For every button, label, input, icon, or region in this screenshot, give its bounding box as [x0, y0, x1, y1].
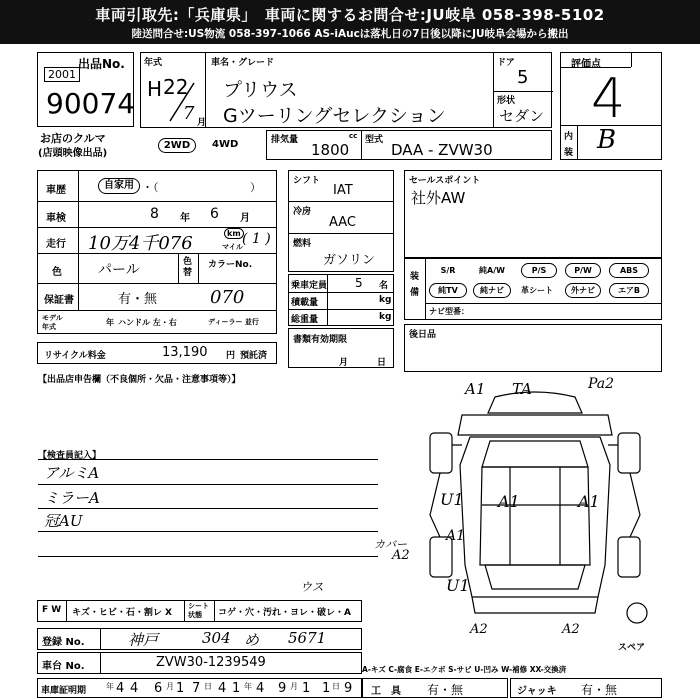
- fuel-value: ガソリン: [323, 253, 376, 268]
- fw-text: キズ・ヒビ・石・割レ X: [72, 608, 172, 618]
- displacement-value: 1800: [311, 141, 350, 159]
- cert-digit: 1: [322, 681, 331, 696]
- wear-note: ウス: [300, 580, 324, 594]
- cert-unit: 年: [106, 682, 114, 691]
- history-paren-open: ・（: [142, 181, 159, 194]
- equipment-box: [404, 258, 662, 320]
- spare-label: スペア: [618, 643, 646, 653]
- mileage-paren: ( 1 ): [242, 231, 271, 247]
- lot-number: 90074: [46, 87, 136, 120]
- year-label: 年式: [144, 58, 163, 68]
- recycle-note: 預託済: [240, 351, 268, 361]
- score-value: 4: [591, 67, 626, 130]
- equip-leather: 革シート: [521, 286, 553, 295]
- inspector-line-2: ミラーA: [44, 489, 100, 507]
- displacement-unit: cc: [349, 132, 358, 140]
- shop-note-2: (店頭映像出品): [38, 148, 108, 159]
- shift-value: IAT: [333, 183, 353, 198]
- equip-navi: 純ナビ: [473, 283, 511, 298]
- cert-unit: 月: [290, 682, 298, 691]
- ac-label: 冷房: [293, 207, 312, 217]
- history-paren-close: ）: [250, 181, 261, 194]
- lot-year: 2001: [44, 67, 80, 82]
- warranty-value: 有・無: [118, 292, 158, 307]
- header-banner: [0, 0, 700, 44]
- sheet-items: コゲ・穴・汚れ・ヨレ・破レ・A: [218, 608, 351, 618]
- fw-row: [37, 600, 362, 622]
- header-line-1: 車両引取先:「兵庫県」 車両に関するお問合せ:JU岐阜 058-398-5102: [95, 6, 605, 24]
- cert-digit: 1: [302, 681, 311, 696]
- model-name: プリウス: [223, 79, 298, 101]
- jack-box: [510, 678, 662, 698]
- color-label: 色: [52, 267, 62, 278]
- navi-model-label: ナビ型番：: [429, 307, 469, 316]
- expiry-label: 書類有効期限: [293, 335, 348, 345]
- recycle-label: リサイクル料金: [44, 351, 106, 361]
- inspection-year: 8: [150, 206, 159, 222]
- warranty-label: 保証書: [44, 295, 74, 306]
- color-code: 070: [210, 287, 245, 308]
- cert-unit: 日: [204, 682, 212, 691]
- cert-digit: 1: [176, 681, 185, 696]
- inspector-line-3: 冠AU: [44, 512, 83, 530]
- color-change-label: 色替: [183, 257, 193, 278]
- jack-value: 有・無: [581, 683, 618, 697]
- registration-label: 登録 No.: [42, 637, 85, 648]
- registration-city: 神戸: [128, 631, 159, 649]
- load-unit: kg: [379, 295, 392, 305]
- cert-digit: 1: [232, 681, 241, 696]
- chassis-value: ZVW30-1239549: [156, 655, 266, 670]
- history-label: 車歴: [46, 185, 66, 196]
- ac-value: AAC: [329, 215, 356, 230]
- recycle-unit: 円: [226, 351, 236, 361]
- chassis-label: 車台 No.: [42, 661, 85, 672]
- after-note-box: [404, 324, 662, 372]
- mark-a2-bottom-left: A2: [470, 622, 488, 637]
- two-wd-badge: 2WD: [158, 138, 196, 153]
- color-value: パール: [98, 262, 140, 278]
- model-year-dealer: ディーラー 並行: [208, 318, 259, 326]
- year-month: 7: [183, 103, 195, 124]
- weight-unit: kg: [379, 312, 392, 322]
- jack-label: ジャッキ: [517, 686, 557, 697]
- registration-kana: め: [244, 631, 260, 649]
- mileage-unit: km: [224, 228, 244, 239]
- mileage-label: 走行: [46, 239, 66, 250]
- expiry-month-unit: 月: [339, 358, 349, 368]
- model-year-handle: ハンドル 左・右: [118, 318, 177, 327]
- sales-point-value: 社外AW: [411, 189, 466, 207]
- cert-digit: 9: [278, 681, 287, 696]
- interior-label-2: 装: [564, 148, 574, 158]
- mark-a1-center: A1: [498, 492, 520, 511]
- equip-aw: 純A/W: [479, 266, 505, 275]
- tools-label: 工 具: [371, 686, 401, 697]
- weight-label: 総重量: [291, 315, 319, 325]
- mark-ta: TA: [512, 380, 533, 398]
- cert-digit: 4: [116, 681, 125, 696]
- four-wd-label: 4WD: [212, 139, 239, 150]
- year-value: 22: [163, 75, 189, 99]
- registration-number: 5671: [288, 629, 327, 647]
- equipment-label-2: 備: [410, 288, 420, 298]
- inspector-label: 【検査員記入】: [38, 451, 102, 461]
- body-type-label: 形状: [497, 96, 516, 106]
- equip-ps: P/S: [521, 263, 557, 278]
- capacity-box: [288, 274, 394, 326]
- cert-digit: 7: [192, 681, 201, 696]
- cert-digit: 4: [218, 681, 227, 696]
- cert-digit: 4: [130, 681, 139, 696]
- capacity-unit: 名: [379, 281, 389, 291]
- mark-a2-bottom-right: A2: [562, 622, 580, 637]
- recycle-value: 13,190: [162, 345, 208, 360]
- mark-a1-right: A1: [578, 492, 600, 511]
- fw-label: F W: [42, 605, 62, 615]
- load-label: 積載量: [291, 298, 319, 308]
- mark-cover: カバー: [374, 538, 407, 551]
- equip-tv: 純TV: [429, 283, 467, 298]
- seller-note-label: 【出品店申告欄（不良個所・欠品・注意事項等）】: [38, 375, 241, 385]
- details-box: [37, 170, 277, 334]
- cert-digit: 6: [154, 681, 163, 696]
- vehicle-info-box: [140, 52, 552, 128]
- capacity-label: 乗車定員: [291, 281, 328, 291]
- sheet-label: シート 状態: [188, 602, 209, 619]
- equip-airbag: エアB: [609, 283, 649, 298]
- cert-digit: 4: [256, 681, 265, 696]
- mark-a1-lower: A1: [446, 528, 466, 544]
- equip-ext-navi: 外ナビ: [565, 283, 601, 298]
- model-year-label-2: 年式: [42, 323, 56, 331]
- equipment-label-1: 装: [410, 272, 420, 282]
- expiry-day-unit: 日: [377, 358, 387, 368]
- displacement-label: 排気量: [271, 135, 299, 145]
- recycle-box: [37, 342, 277, 364]
- capacity-value: 5: [355, 276, 363, 290]
- lot-label: 出品No.: [78, 57, 125, 71]
- inspection-month: 6: [210, 206, 219, 222]
- shift-label: シフト: [293, 176, 321, 186]
- interior-value: B: [597, 125, 617, 155]
- history-value: 自家用: [98, 178, 140, 194]
- color-code-label: カラーNo.: [208, 260, 253, 270]
- inspection-year-unit: 年: [180, 213, 190, 224]
- inspector-line-1: アルミA: [44, 464, 100, 482]
- sales-point-box: [404, 170, 662, 258]
- mileage-value: 10万4千076: [88, 233, 193, 254]
- registration-row: [37, 628, 362, 650]
- score-box: [560, 52, 662, 160]
- after-note-label: 後日品: [409, 330, 437, 340]
- equip-sr: S/R: [440, 266, 456, 275]
- header-line-2: 陸送問合せ:US物流 058-397-1066 AS-iAucは落札日の7日後以降にJU岐阜会場から搬出: [131, 28, 569, 40]
- model-year-label-1: モデル: [42, 314, 63, 322]
- cert-unit: 日: [332, 682, 340, 691]
- mark-u1-left: U1: [440, 490, 464, 509]
- specs-box: [288, 170, 394, 272]
- registration-class: 304: [202, 629, 231, 647]
- body-type-value: セダン: [499, 107, 545, 125]
- fuel-label: 燃料: [293, 239, 312, 249]
- model-grade: Gツーリングセレクション: [223, 105, 446, 127]
- mark-pa2: Pa2: [588, 376, 615, 392]
- cert-unit: 年: [244, 682, 252, 691]
- type-label: 型式: [365, 135, 384, 145]
- cert-digit: 9: [344, 681, 353, 696]
- expiry-box: [288, 328, 394, 368]
- cert-unit: 月: [166, 682, 174, 691]
- model-label: 車名・グレード: [211, 58, 275, 68]
- legend-text: A-キズ C-腐食 E-エクボ S-サビ U-凹み W-補修 XX-交換済: [362, 665, 567, 674]
- displacement-box: [266, 130, 552, 160]
- interior-label-1: 内: [564, 132, 574, 142]
- type-value: DAA - ZVW30: [391, 141, 493, 159]
- mark-u1-lower: U1: [446, 576, 470, 595]
- cert-label: 車庫証明期: [41, 686, 87, 696]
- inspection-month-unit: 月: [240, 213, 250, 224]
- shop-note-1: お店のクルマ: [40, 132, 106, 145]
- year-era: H: [147, 77, 163, 101]
- sales-point-label: セールスポイント: [409, 176, 481, 186]
- score-label: 評価点: [571, 59, 601, 70]
- inspection-label: 車検: [46, 213, 66, 224]
- model-year-year: 年: [106, 318, 114, 327]
- mark-a2-left: A2: [392, 548, 410, 563]
- doors-label: ドア: [497, 58, 515, 68]
- year-month-unit: 月: [197, 118, 207, 128]
- mark-a1-top: A1: [465, 380, 486, 398]
- mileage-unit-2: マイル: [222, 243, 243, 251]
- doors-value: 5: [517, 67, 529, 88]
- chassis-row: [37, 652, 362, 674]
- tools-value: 有・無: [427, 683, 464, 697]
- equip-abs: ABS: [609, 263, 649, 278]
- lot-number-box: [37, 52, 134, 127]
- tools-box: [362, 678, 508, 698]
- equip-pw: P/W: [565, 263, 601, 278]
